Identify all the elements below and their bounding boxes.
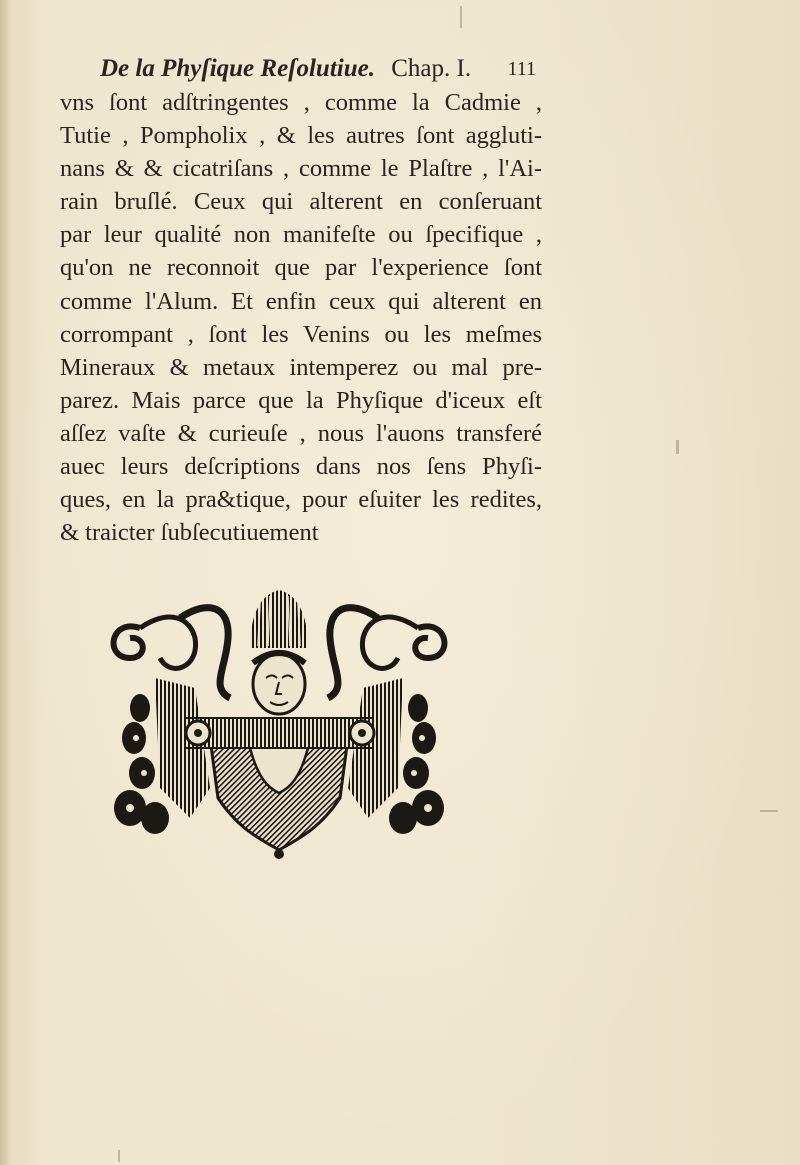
text-line: Tutie , Pompholix , & les autres ſont aggluti- bbox=[60, 122, 542, 150]
paper-speck bbox=[460, 6, 462, 28]
text-line: comme l'Alum. Et enfin ceux qui alterent en bbox=[60, 287, 542, 315]
paper-speck bbox=[118, 1150, 120, 1162]
page-number: 111 bbox=[507, 58, 536, 80]
text-line: corrompant , ſont les Venins ou les meſmes bbox=[60, 320, 542, 348]
paper-speck bbox=[760, 810, 778, 812]
running-head-chapter: Chap. I. bbox=[391, 55, 472, 82]
page-gutter-shadow bbox=[0, 0, 10, 1165]
text-line: & traicter ſubſecutiuement bbox=[60, 519, 319, 547]
text-line: nans & & cicatriſans , comme le Plaſtre , l'Ai- bbox=[60, 155, 542, 183]
text-line: auec leurs deſcriptions dans nos ſens Phyſi- bbox=[60, 453, 542, 481]
text-line: Mineraux & metaux intemperez ou mal pre- bbox=[60, 353, 542, 381]
text-line: qu'on ne reconnoit que par l'experience ſont bbox=[60, 254, 542, 282]
text-line: aſſez vaſte & curieuſe , nous l'auons transferé bbox=[60, 419, 542, 447]
text-line: parez. Mais parce que la Phyſique d'iceux eſt bbox=[60, 386, 542, 414]
text-line: vns ſont adſtringentes , comme la Cadmie , bbox=[60, 89, 542, 116]
text-line: par leur qualité non manifeſte ou ſpecifique , bbox=[60, 221, 542, 249]
running-head bbox=[100, 52, 540, 86]
text-line: rain bruſlé. Ceux qui alterent en conſeruant bbox=[60, 188, 542, 216]
woodcut-tailpiece-icon bbox=[100, 588, 458, 860]
running-head-title: De la Phyſique Reſolutiue. bbox=[100, 55, 375, 82]
body-text bbox=[60, 86, 542, 549]
paper-speck bbox=[676, 440, 679, 454]
text-line: ques, en la pra&tique, pour eſuiter les redites, bbox=[60, 486, 542, 514]
